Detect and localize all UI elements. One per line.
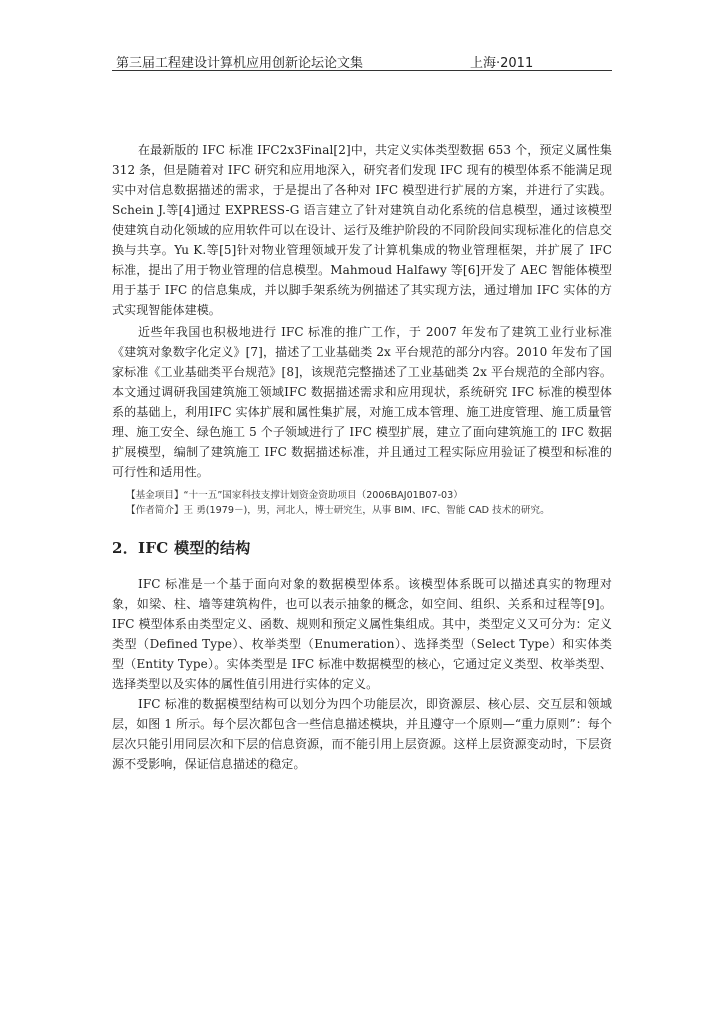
section-heading: 2．IFC 模型的结构 xyxy=(112,539,251,557)
body-paragraph: 在最新版的 IFC 标准 IFC2x3Final[2]中，共定义实体类型数据 653 个，预定义属性集 312 条，但是随着对 IFC 研究和应用地深入，研究者们发现 IFC 现有的模型体系不能满足现实中对信息数据描述的需求，于是提出了各种对 IFC 模型进行扩展的方案，并进行了实践。Schein J.等[4]通过 EXPRESS-G 语言建立了针对建筑自动化系统的信息模型，通过该模型使建筑自动化领域的应用软件可以在设计、运行及维护阶段的不同阶段间实现标准化的信息交换与共享。Yu K.等[5]针对物业管理领域开发了计算机集成的物业管理框架，并扩展了 IFC 标准，提出了用于物业管理的信息模型。Mahmoud Halfawy 等[6]开发了 AEC 智能体模型用于基于 IFC 的信息集成，并以脚手架系统为例描述了其实现方法，通过增加 IFC 实体的方式实现智能体建模。 xyxy=(112,143,612,317)
funding-note: 【基金项目】“十一五”国家科技支撑计划资金资助项目（2006BAJ01B07-03） xyxy=(126,490,463,501)
location-year: 上海·2011 xyxy=(470,56,534,71)
author-note: 【作者简介】王 勇(1979－)，男，河北人，博士研究生，从事 BIM、IFC、智能 CAD 技术的研究。 xyxy=(126,505,550,516)
article-body xyxy=(112,140,612,774)
body-paragraph: 近些年我国也积极地进行 IFC 标准的推广工作，于 2007 年发布了建筑工业行业标准《建筑对象数字化定义》[7]，描述了工业基础类 2x 平台规范的部分内容。2010 年发布了国家标准《工业基础类平台规范》[8]，该规范完整描述了工业基础类 2x 平台规范的全部内容。本文通过调研我国建筑施工领域IFC 数据描述需求和应用现状，系统研究 IFC 标准的模型体系的基础上，利用IFC 实体扩展和属性集扩展，对施工成本管理、施工进度管理、施工质量管理、施工安全、绿色施工 5 个子领域进行了 IFC 模型扩展，建立了面向建筑施工的 IFC 数据扩展模型，编制了建筑施工 IFC 数据描述标准，并且通过工程实际应用验证了模型和标准的可行性和适用性。 xyxy=(112,325,612,479)
footnotes xyxy=(112,488,612,518)
header-rule xyxy=(112,70,612,71)
section-paragraph: IFC 标准是一个基于面向对象的数据模型体系。该模型体系既可以描述真实的物理对象，如梁、柱、墙等建筑构件，也可以表示抽象的概念，如空间、组织、关系和过程等[9]。IFC 模型体系由类型定义、函数、规则和预定义属性集组成。其中，类型定义又可分为：定义类型（Defined Type）、枚举类型（Enumeration）、选择类型（Select Type）和实体类型（Entity Type）。实体类型是 IFC 标准中数据模型的核心，它通过定义类型、枚举类型、选择类型以及实体的属性值引用进行实体的定义。 xyxy=(112,577,612,691)
journal-title: 第三届工程建设计算机应用创新论坛论文集 xyxy=(116,56,364,71)
section-paragraph: IFC 标准的数据模型结构可以划分为四个功能层次，即资源层、核心层、交互层和领域层，如图 1 所示。每个层次都包含一些信息描述模块，并且遵守一个原则—“重力原则”：每个层次只能引用同层次和下层的信息资源，而不能引用上层资源。这样上层资源变动时，下层资源不受影响，保证信息描述的稳定。 xyxy=(112,697,612,771)
page-header xyxy=(112,50,612,70)
